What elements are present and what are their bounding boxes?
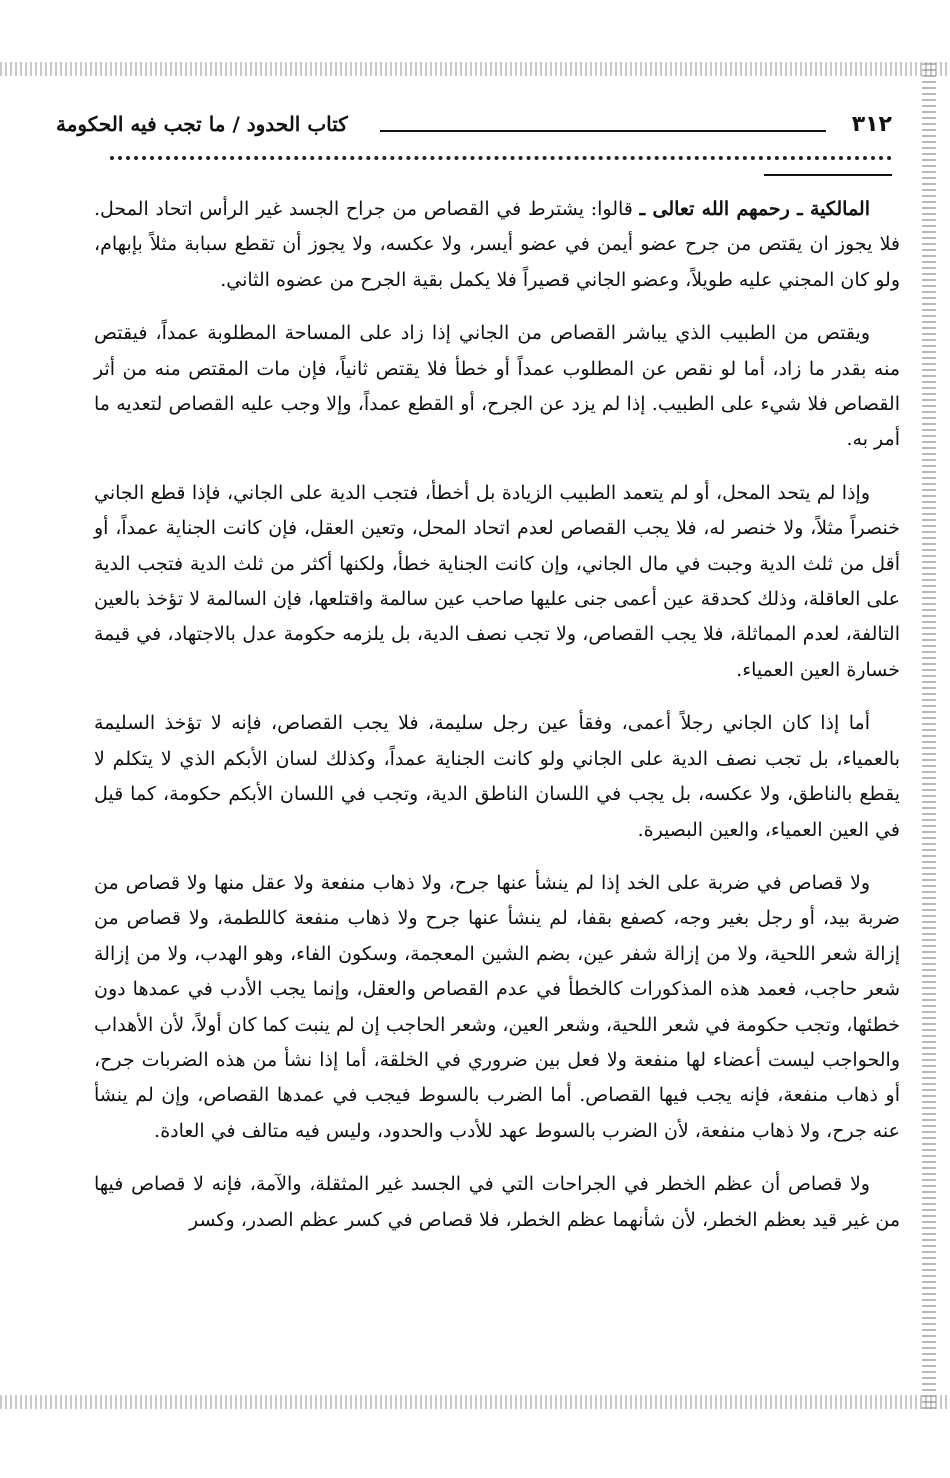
right-ornament-border [922, 62, 936, 1409]
body-text [94, 192, 900, 1256]
paragraph [94, 1167, 900, 1238]
paragraph [94, 706, 900, 848]
page-number: ٣١٢ [851, 112, 892, 137]
top-ornament-border [0, 62, 950, 76]
paragraph-text: قالوا: يشترط في القصاص من جراح الجسد غير الرأس اتحاد المحل. فلا يجوز ان يقتص من جرح عضو أيمن في عضو أيسر، ولا عكسه، ولا يجوز أن تقطع سبابة مثلاً بإبهام، ولو كان المجني عليه طويلاً، وعضو الجاني قصيراً فلا يكمل بقية الجرح من عضوه الثاني. [94, 198, 900, 291]
paragraph [94, 476, 900, 688]
header-rule [380, 130, 826, 132]
paragraph-text: أما إذا كان الجاني رجلاً أعمى، وفقأ عين رجل سليمة، فلا يجب القصاص، فإنه لا تؤخذ السليمة بالعمياء، بل تجب نصف الدية على الجاني ولو كانت الجناية عمداً، وكذلك لسان الأبكم الذي لا يتكلم لا يقطع بالناطق، ولا عكسه، بل يجب في اللسان الناطق الدية، وتجب في اللسان الأبكم حكومة، كما قيل في العين العمياء، والعين البصيرة. [94, 712, 900, 841]
dotted-separator [110, 156, 892, 160]
running-title: كتاب الحدود / ما تجب فيه الحكومة [56, 112, 348, 136]
paragraph-text: وإذا لم يتحد المحل، أو لم يتعمد الطبيب الزيادة بل أخطأ، فتجب الدية على الجاني، فإذا قطع الجاني خنصراً مثلاً، ولا خنصر له، فلا يجب القصاص لعدم اتحاد المحل، وتعين العقل، فإن كانت الجناية عمداً، أو أقل من ثلث الدية وجبت في مال الجاني، وإن كانت الجناية خطأ، ولكنها أكثر من ثلث الدية فتجب الدية على العاقلة، وذلك كحدقة عين أعمى جنى عليها صاحب عين سالمة واقتلعها، فإن السالمة لا تؤخذ بالعين التالفة، لعدم المماثلة، فلا يجب القصاص، ولا تجب نصف الدية، بل يلزمه حكومة عدل بالاجتهاد، في قيمة خسارة العين العمياء. [94, 481, 900, 681]
paragraph-text: ويقتص من الطبيب الذي يباشر القصاص من الجاني إذا زاد على المساحة المطلوبة عمداً، فيقتص منه بقدر ما زاد، أما لو نقص عن المطلوب عمداً أو خطأ فلا يقتص ثانياً، فإن مات المقتص منه من أثر القصاص فلا شيء على الطبيب. إذا لم يزد عن الجرح، أو القطع عمداً، وإلا وجب عليه القصاص لتعديه ما أمر به. [94, 322, 900, 451]
paragraph-lead: المالكية ـ رحمهم الله تعالى ـ [639, 198, 870, 220]
paragraph-text: ولا قصاص في ضربة على الخد إذا لم ينشأ عنها جرح، ولا ذهاب منفعة ولا عقل منها ولا قصاص من ضربة بيد، أو رجل بغير وجه، كصفع بقفا، لم ينشأ عنها جرح ولا ذهاب منفعة كاللطمة، ولا قصاص من إزالة شعر اللحية، ولا من إزالة شفر عين، بضم الشين المعجمة، وسكون الفاء، وهو الهدب، ولا من إزالة شعر حاجب، فعمد هذه المذكورات كالخطأ في عدم القصاص والعقل، وإنما يجب الأدب في عمدها دون خطئها، وتجب حكومة في شعر اللحية، وشعر العين، وشعر الحاجب إن لم ينبت كما كان أولاً، لأن الأهداب والحواجب ليست أعضاء لها منفعة ولا فعل بين ضروري في الخلقة، أما إذا نشأ من هذه الضربات جرح، أو ذهاب منفعة، فإنه يجب فيها القصاص. أما الضرب بالسوط فيجب في عمدها القصاص، وإن لم ينشأ عنه جرح، ولا ذهاب منفعة، لأن الضرب بالسوط عهد للأدب والحدود، وليس فيه متالف في العادة. [94, 871, 900, 1142]
paragraph [94, 192, 900, 298]
section-rule [764, 174, 892, 176]
bottom-ornament-border [0, 1395, 950, 1409]
page-header [52, 108, 898, 144]
paragraph-text: ولا قصاص أن عظم الخطر في الجراحات التي في الجسد غير المثقلة، والآمة، فإنه لا قصاص فيها من غير قيد بعظم الخطر، لأن شأنهما عظم الخطر، فلا قصاص في كسر عظم الصدر، وكسر [94, 1173, 900, 1231]
paragraph [94, 316, 900, 458]
paragraph [94, 866, 900, 1149]
